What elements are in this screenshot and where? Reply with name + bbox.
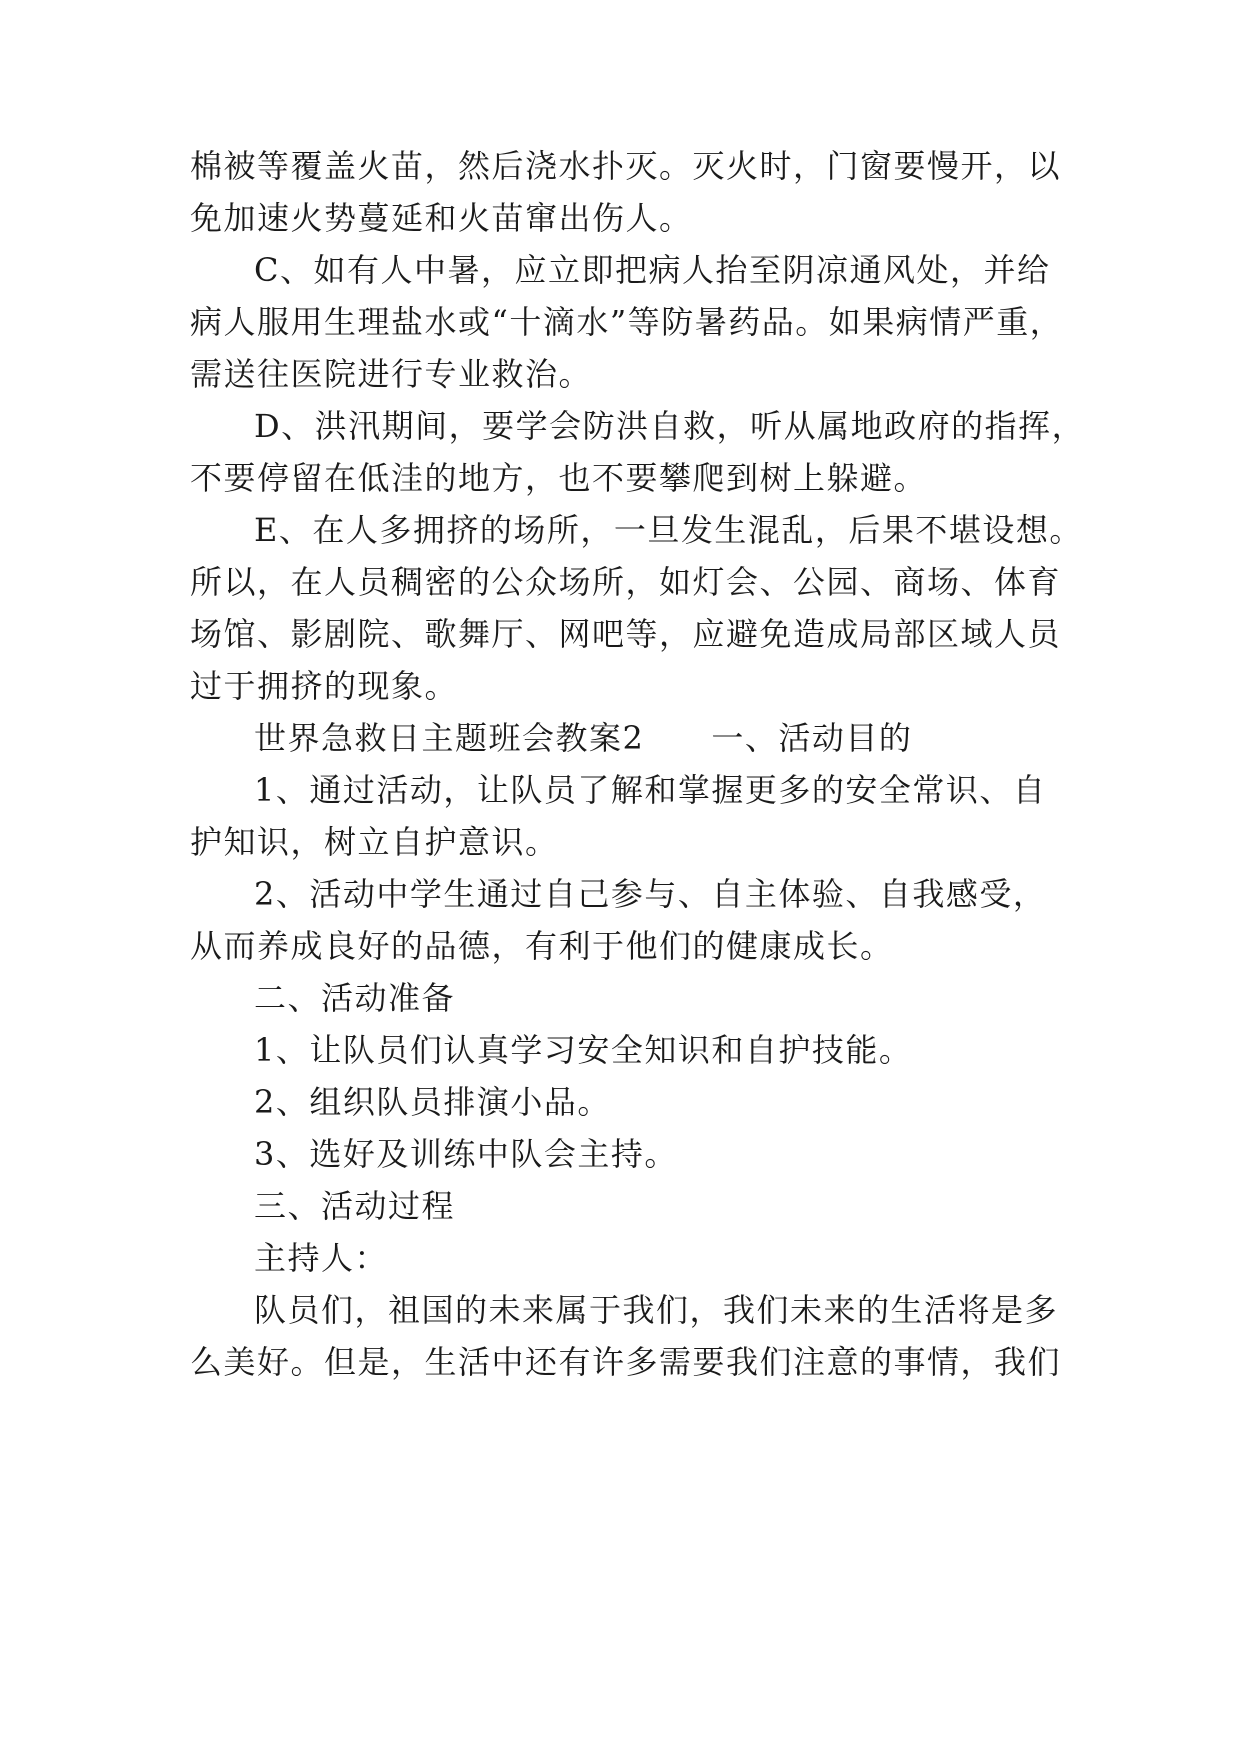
text-line: 免加速火势蔓延和火苗窜出伤人。 <box>190 199 693 237</box>
paragraph-d-start: D、洪汛期间，要学会防洪自救，听从属地政府的指挥， <box>254 407 1086 445</box>
text-line: 护知识，树立自护意识。 <box>190 823 559 861</box>
preparation-item-3: 3、选好及训练中队会主持。 <box>254 1135 678 1173</box>
text-line: 不要停留在低洼的地方，也不要攀爬到树上躲避。 <box>190 459 928 497</box>
host-speech-start: 队员们，祖国的未来属于我们，我们未来的生活将是多 <box>254 1291 1059 1329</box>
section-title: 世界急救日主题班会教案2 一、活动目的 <box>254 719 913 757</box>
paragraph-e-start: E、在人多拥挤的场所，一旦发生混乱，后果不堪设想。 <box>254 511 1083 549</box>
text-line: 么美好。但是，生活中还有许多需要我们注意的事情，我们 <box>190 1343 1062 1381</box>
text-line: 需送往医院进行专业救治。 <box>190 355 593 393</box>
paragraph-c-start: C、如有人中暑，应立即把病人抬至阴凉通风处，并给 <box>254 251 1051 289</box>
section-heading-process: 三、活动过程 <box>254 1187 456 1225</box>
objective-1-start: 1、通过活动，让队员了解和掌握更多的安全常识、自 <box>254 771 1047 809</box>
text-line: 病人服用生理盐水或“十滴水”等防暑药品。如果病情严重， <box>190 303 1064 341</box>
text-line: 过于拥挤的现象。 <box>190 667 459 705</box>
preparation-item-2: 2、组织队员排演小品。 <box>254 1083 611 1121</box>
text-line: 场馆、影剧院、歌舞厅、网吧等，应避免造成局部区域人员 <box>190 615 1062 653</box>
section-heading-preparation: 二、活动准备 <box>254 979 456 1017</box>
preparation-item-1: 1、让队员们认真学习安全知识和自护技能。 <box>254 1031 913 1069</box>
host-label: 主持人： <box>254 1239 389 1277</box>
objective-2-start: 2、活动中学生通过自己参与、自主体验、自我感受， <box>254 875 1047 913</box>
text-line: 所以，在人员稠密的公众场所，如灯会、公园、商场、体育 <box>190 563 1062 601</box>
text-line: 从而养成良好的品德，有利于他们的健康成长。 <box>190 927 894 965</box>
text-line: 棉被等覆盖火苗，然后浇水扑灭。灭火时，门窗要慢开，以 <box>190 147 1062 185</box>
